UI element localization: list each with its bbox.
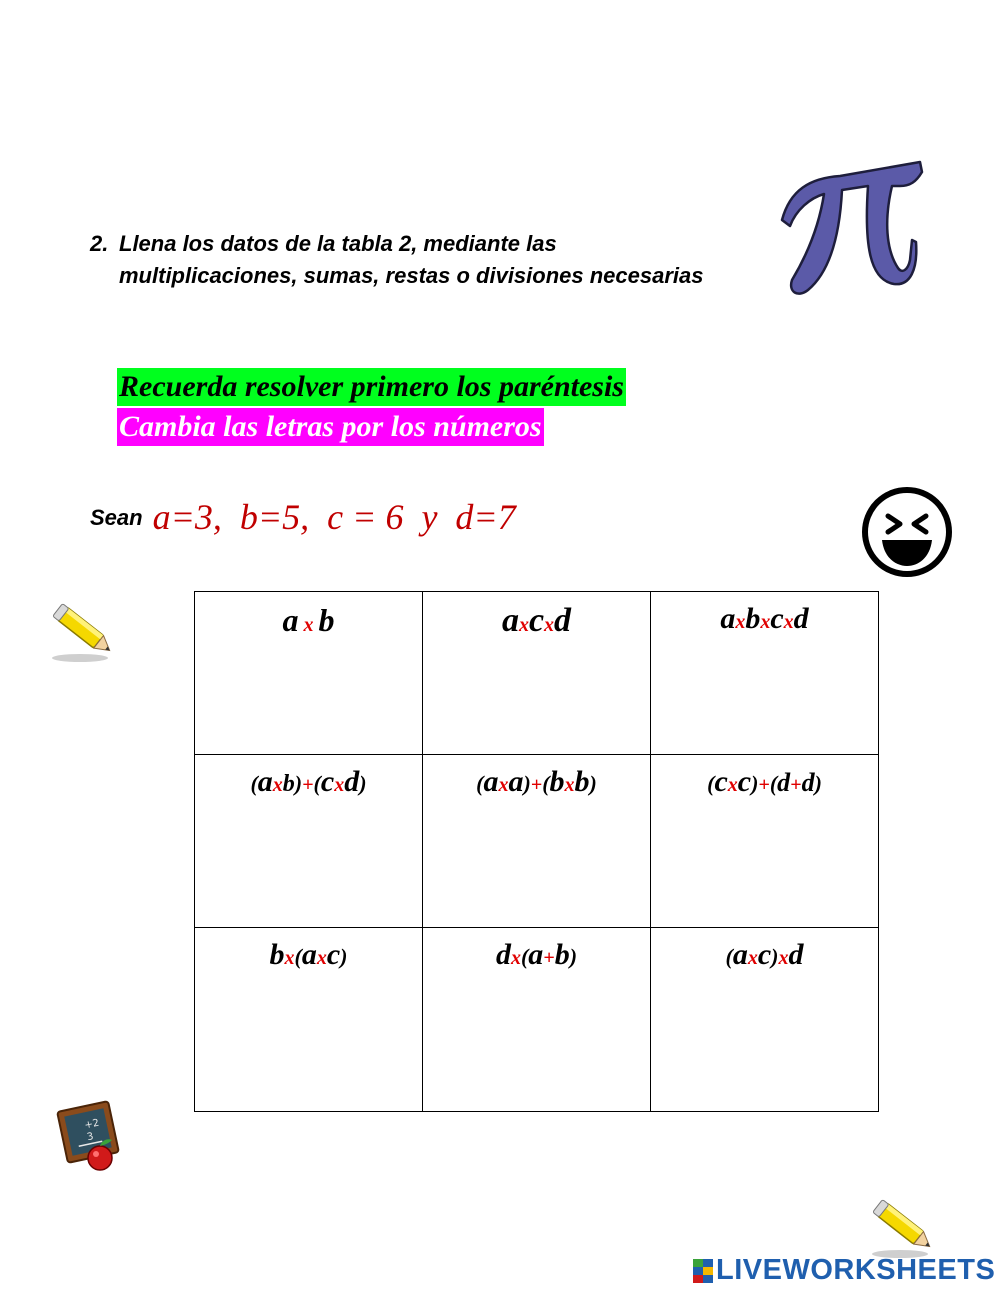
table-cell[interactable] (651, 592, 879, 755)
table-cell[interactable] (423, 928, 651, 1112)
variables-label: Sean (90, 505, 143, 530)
table-cell[interactable] (195, 592, 423, 755)
expression-d-x-apb: dx(a+b) (495, 938, 578, 971)
chalkboard-apple-icon (56, 1098, 126, 1176)
table-cell[interactable] (423, 592, 651, 755)
expression-axa-plus-bxb: (axa)+(bxb) (476, 765, 597, 798)
pi-symbol-icon (770, 150, 930, 300)
expression-cxc-plus-dpd: (cxc)+(d+d) (707, 765, 822, 798)
variables-values: a=3, b=5, c = 6 y d=7 (152, 497, 516, 537)
instruction (90, 228, 710, 292)
exercise-table (194, 591, 879, 1112)
table-cell[interactable] (651, 755, 879, 928)
expression-b-x-axc: bx(axc) (269, 938, 348, 971)
svg-text:+2: +2 (83, 1117, 101, 1132)
expression-a-x-b-x-c-x-d: axbxcxd (720, 602, 809, 635)
expression-axc-x-d: (axc)xd (725, 938, 804, 971)
pencil-icon (870, 1196, 942, 1262)
liveworksheets-logo-icon (693, 1259, 713, 1283)
laughing-face-icon (860, 486, 954, 578)
reminder-substitute: Cambia las letras por los números (117, 408, 544, 446)
brand-name: LIVEWORKSHEETS (716, 1254, 996, 1286)
liveworksheets-brand[interactable] (693, 1254, 995, 1287)
expression-a-x-c-x-d: axcxd (501, 602, 572, 639)
variable-values (90, 496, 516, 538)
instruction-number: 2. (90, 231, 109, 256)
table-cell[interactable] (651, 928, 879, 1112)
table-cell[interactable] (195, 755, 423, 928)
table-cell[interactable] (195, 928, 423, 1112)
svg-text:3: 3 (86, 1131, 95, 1144)
expression-a-x-b: a x b (282, 602, 335, 638)
expression-axb-plus-cxd: (axb)+(cxd) (250, 765, 367, 798)
table-cell[interactable] (423, 755, 651, 928)
reminder-parentheses: Recuerda resolver primero los paréntesis (117, 368, 626, 406)
instruction-text: Llena los datos de la tabla 2, mediante las multiplicaciones, sumas, restas o divisiones necesarias (119, 231, 704, 288)
pencil-icon (50, 600, 122, 666)
